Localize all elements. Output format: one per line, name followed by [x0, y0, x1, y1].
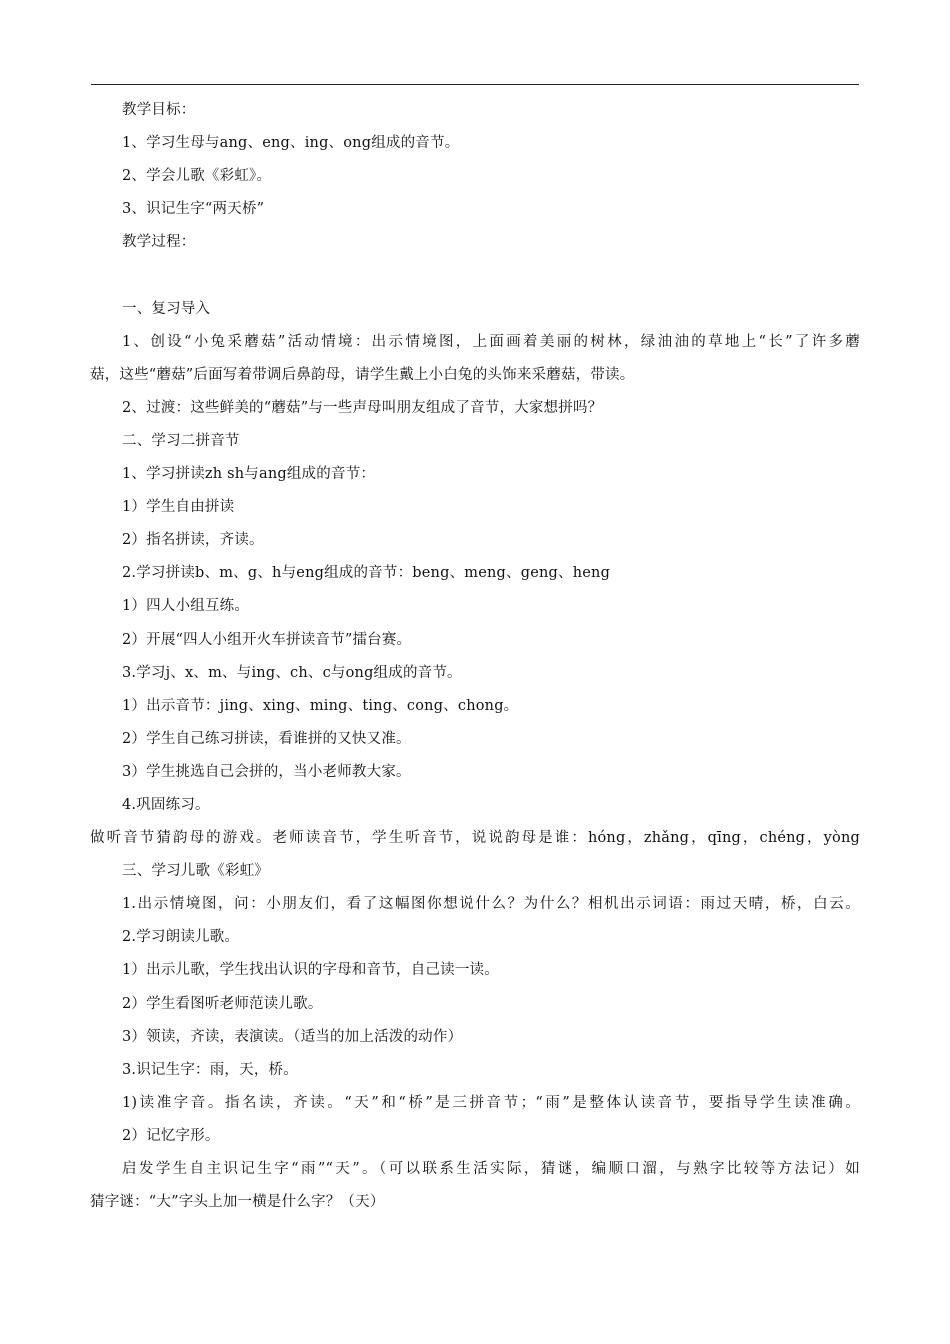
paragraph-line: 1）出示音节：jing、xing、ming、ting、cong、chong。: [122, 697, 519, 714]
paragraph-line: 2.学习朗读儿歌。: [122, 929, 240, 946]
goal-item-3: 3、识记生字“两天桥”: [122, 201, 265, 218]
blank-line: [90, 259, 860, 292]
part-heading-1: 一、复习导入: [122, 300, 211, 317]
header-rule: [91, 84, 859, 85]
paragraph-line: 1）四人小组互练。: [122, 598, 250, 615]
paragraph-line: 启发学生自主识记生字“雨”“天”。（可以联系生活实际，猜谜，编顺口溜，与熟字比较等方法记）如: [122, 1161, 860, 1177]
paragraph-line: 3.学习j、x、m、与ing、ch、c与ong组成的音节。: [122, 664, 462, 681]
paragraph-line: 1）学生自由拼读: [122, 499, 235, 516]
paragraph-line: 2）学生看图听老师范读儿歌。: [122, 995, 323, 1012]
paragraph-line: 2）指名拼读，齐读。: [122, 532, 264, 549]
paragraph-line: 2、过渡：这些鲜美的“蘑菇”与一些声母叫朋友组成了音节，大家想拼吗？: [122, 399, 603, 416]
section-heading-process: 教学过程：: [122, 234, 196, 251]
goal-item-2: 2、学会儿歌《彩虹》。: [122, 168, 272, 185]
paragraph-line: 3）领读，齐读，表演读。（适当的加上活泼的动作）: [122, 1028, 463, 1045]
paragraph-line: 菇，这些“蘑菇”后面写着带调后鼻韵母，请学生戴上小白兔的头饰来采蘑菇，带读。: [90, 366, 635, 383]
paragraph-line: 1.出示情境图，问：小朋友们，看了这幅图你想说什么？为什么？相机出示词语：雨过天晴，桥，白云。: [122, 896, 860, 913]
paragraph-line: 做听音节猜韵母的游戏。老师读音节，学生听音节，说说韵母是谁：hóng，zhǎng，qīng，chéng，yòng: [90, 830, 860, 847]
paragraph-line: 4.巩固练习。: [122, 796, 210, 813]
paragraph-line: 1、创设“小兔采蘑菇”活动情境：出示情境图，上面画着美丽的树林，绿油油的草地上“长”了许多蘑: [122, 333, 860, 350]
paragraph-line: 1、学习拼读zh sh与ang组成的音节：: [122, 466, 376, 483]
goal-item-1: 1、学习生母与ang、eng、ing、ong组成的音节。: [122, 135, 460, 152]
section-heading-goals: 教学目标：: [122, 102, 196, 118]
paragraph-line: 3.识记生字：雨，天，桥。: [122, 1061, 298, 1078]
paragraph-line: 2）记忆字形。: [122, 1127, 220, 1144]
paragraph-line: 3）学生挑选自己会拼的，当小老师教大家。: [122, 763, 411, 780]
part-heading-3: 三、学习儿歌《彩虹》: [122, 863, 269, 880]
paragraph-line: 猜字谜：“大”字头上加一横是什么字？（天）: [90, 1194, 385, 1211]
paragraph-line: 2.学习拼读b、m、g、h与eng组成的音节：beng、meng、geng、heng: [122, 565, 611, 582]
part-heading-2: 二、学习二拼音节: [122, 432, 240, 449]
paragraph-line: 2）学生自己练习拼读，看谁拼的又快又准。: [122, 730, 411, 747]
document-body: [90, 94, 860, 1219]
paragraph-line: 1)读准字音。指名读，齐读。“天”和“桥”是三拼音节；“雨”是整体认读音节，要指导学生读准确。: [122, 1094, 860, 1111]
paragraph-line: 1）出示儿歌，学生找出认识的字母和音节，自己读一读。: [122, 962, 499, 979]
paragraph-line: 2）开展“四人小组开火车拼读音节”擂台赛。: [122, 631, 412, 648]
